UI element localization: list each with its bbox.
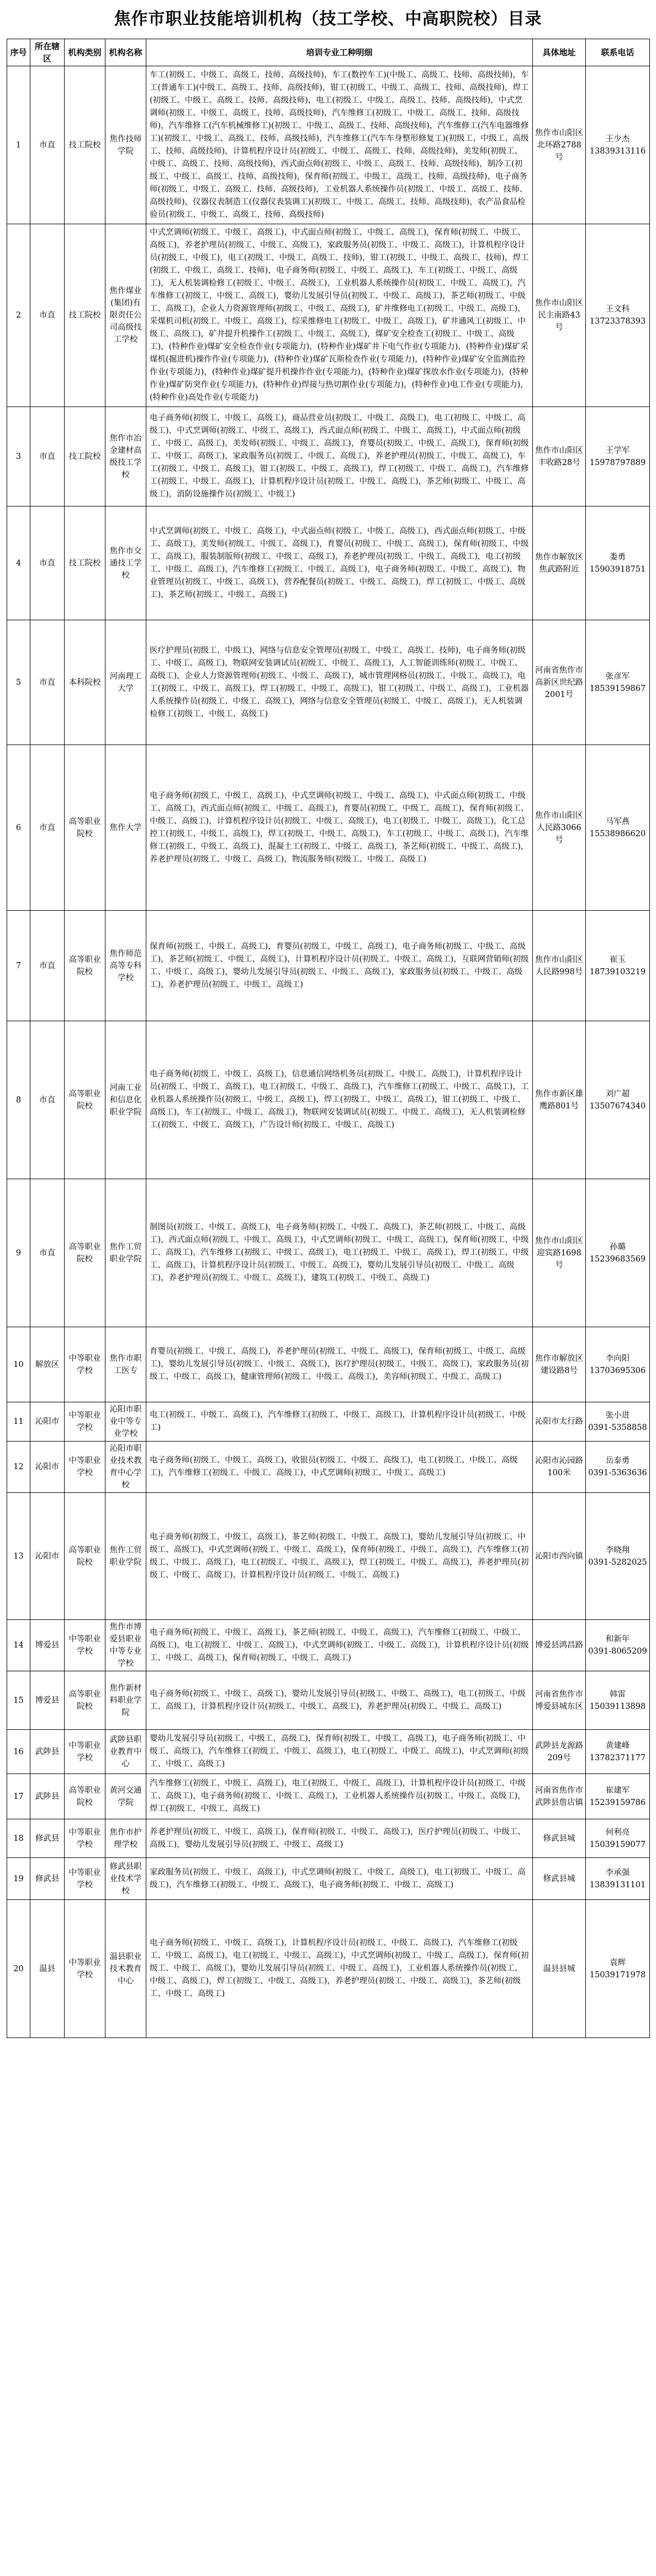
- table-row: [7, 1402, 650, 1442]
- cell-no: 8: [7, 1021, 30, 1179]
- cell-no: 18: [7, 1819, 30, 1858]
- cell-name: 焦作师范高等专科学校: [105, 911, 146, 1021]
- cell-name: 焦作市护理学校: [105, 1819, 146, 1858]
- institution-table: [7, 39, 650, 2038]
- cell-contact: 岳泰勇 0391-5363636: [586, 1442, 650, 1493]
- cell-no: 12: [7, 1442, 30, 1493]
- cell-address: 焦作市山阳区民主南路43号: [533, 224, 586, 407]
- cell-address: 焦作市解放区焦武路附近: [533, 506, 586, 620]
- cell-type: 技工院校: [65, 66, 105, 224]
- cell-no: 7: [7, 911, 30, 1021]
- table-row: [7, 1774, 650, 1819]
- cell-name: 焦作市职工医专: [105, 1327, 146, 1402]
- cell-type: 高等职业院校: [65, 1493, 105, 1620]
- cell-area: 修武县: [30, 1858, 65, 1900]
- cell-detail: 制图员(初级工、中级工、高级工)，电子商务师(初级工、中级工、高级工)，茶艺师(初级工、中级工、高级工)，西式面点师(初级工、中级工、高级工)，中式烹调师(初级工、中级工、高级工)，保育师(初级工、中级工、高级工)，汽车维修工(初级工、中级工、高级工)，电工(初级工、中级工、高级工)，焊工(初级工、中级工、高级工)，计算机程序设计员(初级工、中级工、高级工)，婴幼儿发展引导员(初级工、中级工、高级工)，养老护理员(初级工、中级工、高级工)，建筑工(初级工、中级工、高级工): [146, 1179, 533, 1327]
- cell-name: 武陟县职业教育中心: [105, 1730, 146, 1774]
- cell-detail: 育婴员(初级工、中级工、高级工)，养老护理员(初级工、中级工、高级工)，保育师(初级工、中级工、高级工)，婴幼儿发展引导员(初级工、中级工、高级工)，医疗护理员(初级工、中级工、高级工)，家政服务员(初级工、中级工、高级工)，健康管理师(初级工、中级工、高级工)，美容师(初级工、中级工、高级工): [146, 1327, 533, 1402]
- cell-detail: 养老护理员(初级工、中级工、高级工)，保育师(初级工、中级工、高级工)，医疗护理员(初级工、中级工、高级工)，婴幼儿发展引导员(初级工、中级工、高级工): [146, 1819, 533, 1858]
- header-address: 具体地址: [533, 39, 586, 66]
- cell-area: 武陟县: [30, 1774, 65, 1819]
- cell-area: 市直: [30, 224, 65, 407]
- cell-name: 沁阳市职业中等专业学校: [105, 1402, 146, 1442]
- cell-type: 高等职业院校: [65, 911, 105, 1021]
- cell-area: 市直: [30, 506, 65, 620]
- table-row: [7, 506, 650, 620]
- cell-contact: 袁辉 15039171978: [586, 1900, 650, 2038]
- cell-address: 焦作市解放区建设路8号: [533, 1327, 586, 1402]
- cell-contact: 韩雷 15039113898: [586, 1671, 650, 1730]
- cell-area: 博爱县: [30, 1671, 65, 1730]
- cell-type: 高等职业院校: [65, 1671, 105, 1730]
- cell-contact: 何利亮 15039159077: [586, 1819, 650, 1858]
- cell-detail: 电工(初级工、中级工、高级工)，汽车维修工(初级工、中级工、高级工)，计算机程序设计员(初级工、中级工): [146, 1402, 533, 1442]
- cell-contact: 王少杰 13839313116: [586, 66, 650, 224]
- cell-name: 焦作市交通技工学校: [105, 506, 146, 620]
- header-detail: 培训专业工种明细: [146, 39, 533, 66]
- cell-address: 河南省焦作市高新区世纪路2001号: [533, 620, 586, 745]
- cell-area: 博爱县: [30, 1620, 65, 1671]
- cell-type: 高等职业院校: [65, 1774, 105, 1819]
- cell-contact: 娄勇 15903918751: [586, 506, 650, 620]
- cell-no: 1: [7, 66, 30, 224]
- cell-area: 解放区: [30, 1327, 65, 1402]
- table-row: [7, 1671, 650, 1730]
- table-row: [7, 224, 650, 407]
- cell-name: 焦作市博爱县职业中等专业学校: [105, 1620, 146, 1671]
- table-header: [7, 39, 650, 66]
- cell-address: 焦作市山阳区人民路3066号: [533, 745, 586, 911]
- cell-area: 沁阳市: [30, 1442, 65, 1493]
- cell-type: 技工院校: [65, 506, 105, 620]
- table-row: [7, 745, 650, 911]
- cell-type: 技工院校: [65, 224, 105, 407]
- cell-no: 6: [7, 745, 30, 911]
- cell-contact: 崔建军 15239159786: [586, 1774, 650, 1819]
- table-row: [7, 1620, 650, 1671]
- table-row: [7, 1021, 650, 1179]
- cell-contact: 张小进 0391-5358858: [586, 1402, 650, 1442]
- cell-area: 武陟县: [30, 1730, 65, 1774]
- cell-contact: 黄建峰 13782371177: [586, 1730, 650, 1774]
- cell-contact: 王文科 13723378393: [586, 224, 650, 407]
- header-area: 所在辖区: [30, 39, 65, 66]
- cell-no: 16: [7, 1730, 30, 1774]
- cell-detail: 中式烹调师(初级工、中级工、高级工)，中式面点师(初级工、中级工、高级工)，保育师(初级工、中级工、高级工)，养老护理员(初级工、中级工、高级工)，家政服务员(初级工、中级工、高级工)，计算机程序设计员(初级工、中级工)，电工(初级工、中级工、高级工、技师)，钳工(初级工、中级工、高级工、技师)，焊工(初级工、中级工、高级工、技师)，电子商务师(初级工、中级工、高级工)，车工(初级工、中级工、高级工)，无人机装调检修工(初级工、中级工、高级工)，工业机器人系统操作员(初级工、中级工、高级工)，汽车维修工(初级工、中级工、高级工)，婴幼儿发展引导员(初级工、中级工、高级工)，茶艺师(初级工、中级工、高级工)，企业人力资源管理师(初级工、中级工、高级工)，矿井维修电工(初级工、中级工、高级工)，采煤机司机(初级工、中级工、高级工)，综采维修电工(初级工、中级工、高级工)，矿井通风工(初级工、中级工、高级工)，矿井提升机操作工(初级工、中级工、高级工)，煤矿安全检查工(初级工、中级工、高级工)，(特种作业)煤矿安全检查作业(专项能力)，(特种作业)煤矿井下电气作业(专项能力)，(特种作业)煤矿采煤机(掘进机)操作作业(专项能力)，(特种作业)煤矿瓦斯检查作业(专项能力)，(特种作业)煤矿安全监测监控作业(专项能力)，(特种作业)煤矿提升机操作作业(专项能力)，(特种作业)煤矿探放水作业(专项能力)，(特种作业)煤矿防突作业(专项能力)，(特种作业)焊接与热切割作业(专项能力)，(特种作业)电工作业(专项能力)，(特种作业)高处作业(专项能力): [146, 224, 533, 407]
- cell-detail: 婴幼儿发展引导员(初级工、中级工、高级工)，保育师(初级工、中级工、高级工)，电子商务师(初级工、中级工、高级工)，汽车维修工(初级工、中级工、高级工)，电工(初级工、中级工、高级工)，中式烹调师(初级工、中级工、高级工): [146, 1730, 533, 1774]
- cell-type: 中等职业学校: [65, 1402, 105, 1442]
- cell-address: 焦作市山阳区迎宾路1698号: [533, 1179, 586, 1327]
- cell-name: 焦作技师学院: [105, 66, 146, 224]
- table-row: [7, 1179, 650, 1327]
- cell-no: 15: [7, 1671, 30, 1730]
- table-row: [7, 407, 650, 506]
- cell-area: 市直: [30, 66, 65, 224]
- cell-detail: 电子商务师(初级工、中级工、高级工)，茶艺师(初级工、中级工、高级工)，汽车维修工(初级工、中级工、高级工)，电工(初级工、中级工、高级工)，中式烹调师(初级工、中级工、高级工)，计算机程序设计员(初级工、中级工、高级工)，保育师(初级工、中级工、高级工): [146, 1620, 533, 1671]
- cell-type: 中等职业学校: [65, 1730, 105, 1774]
- cell-no: 13: [7, 1493, 30, 1620]
- cell-no: 5: [7, 620, 30, 745]
- table-body: [7, 66, 650, 2038]
- cell-detail: 电子商务师(初级工、中级工、高级工)，计算机程序设计员(初级工、中级工、高级工)，汽车维修工(初级工、中级工、高级工)，电工(初级工、中级工、高级工)，中式烹调师(初级工、中级工、高级工)，保育师(初级工、中级工、高级工)，婴幼儿发展引导员(初级工、中级工、高级工)，工业机器人系统操作员(初级工、中级工、高级工)，焊工(初级工、中级工、高级工)，养老护理员(初级工、中级工、高级工)，茶艺师(初级工、中级工、高级工): [146, 1900, 533, 2038]
- cell-address: 沁阳市太行路: [533, 1402, 586, 1442]
- cell-type: 中等职业学校: [65, 1858, 105, 1900]
- cell-contact: 崔玉 18739103219: [586, 911, 650, 1021]
- table-row: [7, 1900, 650, 2038]
- cell-address: 焦作市山阳区丰收路28号: [533, 407, 586, 506]
- cell-detail: 电子商务师(初级工、中级工、高级工)，收银员(初级工、中级工、高级工)，电工(初级工、中级工、高级工)，汽车维修工(初级工、中级工、高级工)，中式烹调师(初级工、中级工、高级工): [146, 1442, 533, 1493]
- cell-detail: 家政服务员(初级工、中级工、高级工)，中式烹调师(初级工、中级工、高级工)，电工(初级工、中级工、高级工)，汽车维修工(初级工、中级工、高级工)，电子商务师(初级工、中级工、高级工): [146, 1858, 533, 1900]
- cell-no: 14: [7, 1620, 30, 1671]
- cell-contact: 和新年 0391-8065209: [586, 1620, 650, 1671]
- cell-no: 10: [7, 1327, 30, 1402]
- cell-no: 11: [7, 1402, 30, 1442]
- cell-address: 焦作市山阳区人民路998号: [533, 911, 586, 1021]
- header-no: 序号: [7, 39, 30, 66]
- cell-detail: 医疗护理员(初级工、中级工)，网络与信息安全管理员(初级工、中级工、高级工、技师)，电子商务师(初级工、中级工、高级工)，物联网安装调试员(初级工、中级工、高级工)，人工智能训练师(初级工、中级工、高级工)，企业人力资源管理师(初级工、中级工、高级工)，城市管理网格员(初级工、中级工、高级工)，电工(初级工、中级工、高级工)，焊工(初级工、中级工、高级工)，钳工(初级工、中级工、高级工)，工业机器人系统操作员(初级工、中级工、高级工)，网络与信息安全管理员(初级工、中级工、高级工)，无人机装调检修工(初级工、中级工、高级工): [146, 620, 533, 745]
- cell-detail: 电子商务师(初级工、中级工、高级工)，中式烹调师(初级工、中级工、高级工)，中式面点师(初级工、中级工、高级工)，西式面点师(初级工、中级工、高级工)，育婴员(初级工、中级工、高级工)，保育师(初级工、中级工、高级工)，计算机程序设计员(初级工、中级工、高级工)，电工(初级工、中级工、高级工)，化工总控工(初级工、中级工、高级工)，焊工(初级工、中级工、高级工)，车工(初级工、中级工、高级工)，汽车维修工(初级工、中级工、高级工)，混凝土工(初级工、中级工、高级工)，茶艺师(初级工、中级工、高级工)，养老护理员(初级工、中级工、高级工)，物流服务师(初级工、中级工、高级工): [146, 745, 533, 911]
- cell-area: 温县: [30, 1900, 65, 2038]
- cell-detail: 电子商务师(初级工、中级工、高级工)，信息通信网络机务员(初级工、中级工、高级工)，计算机程序设计员(初级工、中级工、高级工)，电工(初级工、中级工、高级工)，汽车维修工(初级工、中级工、高级工)，工业机器人系统操作员(初级工、中级工、高级工)，焊工(初级工、中级工、高级工)，钳工(初级工、中级工、高级工)，车工(初级工、中级工、高级工)，物联网安装调试员(初级工、中级工、高级工)，无人机装调检修工(初级工、中级工、高级工)，广告设计师(初级工、中级工、高级工): [146, 1021, 533, 1179]
- header-type: 机构类别: [65, 39, 105, 66]
- cell-address: 焦作市新区雄鹰路801号: [533, 1021, 586, 1179]
- cell-area: 市直: [30, 1179, 65, 1327]
- cell-address: 博爱县鸿昌路: [533, 1620, 586, 1671]
- cell-name: 焦作工贸职业学院: [105, 1179, 146, 1327]
- cell-address: 河南省焦作市博爱县城东区: [533, 1671, 586, 1730]
- cell-area: 市直: [30, 1021, 65, 1179]
- cell-address: 修武县城: [533, 1819, 586, 1858]
- cell-detail: 保育师(初级工、中级工、高级工)，育婴员(初级工、中级工、高级工)，电子商务师(初级工、中级工、高级工)，茶艺师(初级工、中级工、高级工)，计算机程序设计员(初级工、中级工、高级工)，互联网营销师(初级工、中级工、高级工)，婴幼儿发展引导员(初级工、中级工、高级工)，家政服务员(初级工、中级工、高级工)，养老护理员(初级工、中级工、高级工): [146, 911, 533, 1021]
- cell-name: 焦作市冶金建材高级技工学校: [105, 407, 146, 506]
- cell-name: 焦作工贸职业学院: [105, 1493, 146, 1620]
- cell-name: 焦作煤业(集团)有限责任公司高级技工学校: [105, 224, 146, 407]
- cell-no: 9: [7, 1179, 30, 1327]
- cell-address: 温县县城: [533, 1900, 586, 2038]
- cell-type: 中等职业学校: [65, 1819, 105, 1858]
- cell-address: 河南省焦作市武陟县詹店镇: [533, 1774, 586, 1819]
- cell-address: 武陟县龙源路209号: [533, 1730, 586, 1774]
- header-row: [7, 39, 650, 66]
- cell-name: 河南理工大学: [105, 620, 146, 745]
- header-contact: 联系电话: [586, 39, 650, 66]
- cell-detail: 中式烹调师(初级工、中级工、高级工)，中式面点师(初级工、中级工、高级工)，西式面点师(初级工、中级工、高级工)，美发师(初级工、中级工、高级工)，育婴员(初级工、中级工、高级工)，保育师(初级工、中级工、高级工)，服装制版师(初级工、中级工、高级工)，养老护理员(初级工、中级工、高级工)，电工(初级工、中级工、高级工)，汽车维修工(初级工、中级工、高级工)，电子商务师(初级工、中级工、高级工)，物业管理员(初级工、中级工、高级工)，营养配餐员(初级工、中级工、高级工)，焊工(初级工、中级工、高级工)，茶艺师(初级工、中级工、高级工): [146, 506, 533, 620]
- table-row: [7, 911, 650, 1021]
- cell-name: 黄河交通学院: [105, 1774, 146, 1819]
- document-page: [7, 0, 649, 2038]
- table-row: [7, 620, 650, 745]
- cell-name: 河南工业和信息化职业学院: [105, 1021, 146, 1179]
- cell-no: 2: [7, 224, 30, 407]
- cell-no: 20: [7, 1900, 30, 2038]
- cell-no: 3: [7, 407, 30, 506]
- cell-contact: 王学军 15978797889: [586, 407, 650, 506]
- cell-no: 17: [7, 1774, 30, 1819]
- cell-area: 沁阳市: [30, 1402, 65, 1442]
- cell-name: 沁阳市职业技术教育中心学校: [105, 1442, 146, 1493]
- cell-area: 沁阳市: [30, 1493, 65, 1620]
- cell-type: 中等职业学校: [65, 1327, 105, 1402]
- cell-address: 修武县城: [533, 1858, 586, 1900]
- cell-contact: 李向阳 13703695306: [586, 1327, 650, 1402]
- cell-type: 高等职业院校: [65, 745, 105, 911]
- cell-no: 19: [7, 1858, 30, 1900]
- header-name: 机构名称: [105, 39, 146, 66]
- cell-detail: 电子商务师(初级工、中级工、高级工)，茶艺师(初级工、中级工、高级工)，婴幼儿发展引导员(初级工、中级工、高级工)，中式烹调师(初级工、中级工、高级工)，保育师(初级工、中级工、高级工)，汽车维修工(初级工、中级工、高级工)，电工(初级工、中级工、高级工)，焊工(初级工、中级工、高级工)，养老护理员(初级工、中级工、高级工)，计算机程序设计员(初级工、中级工、高级工): [146, 1493, 533, 1620]
- cell-type: 高等职业院校: [65, 1021, 105, 1179]
- cell-contact: 李承强 13839131101: [586, 1858, 650, 1900]
- table-row: [7, 1493, 650, 1620]
- cell-name: 修武县职业技术学校: [105, 1858, 146, 1900]
- cell-contact: 张彦军 18539159867: [586, 620, 650, 745]
- cell-detail: 汽车维修工(初级工、中级工、高级工)，电工(初级工、中级工、高级工)，计算机程序设计员(初级工、中级工、高级工)，电子商务师(初级工、中级工、高级工)，工业机器人系统操作员(初级工、中级工、高级工)，焊工(初级工、中级工、高级工): [146, 1774, 533, 1819]
- cell-contact: 刘广超 13507674340: [586, 1021, 650, 1179]
- cell-type: 高等职业院校: [65, 1179, 105, 1327]
- cell-area: 市直: [30, 620, 65, 745]
- cell-type: 技工院校: [65, 407, 105, 506]
- cell-contact: 马军燕 15538986620: [586, 745, 650, 911]
- cell-area: 市直: [30, 745, 65, 911]
- page-title: 焦作市职业技能培训机构（技工学校、中高职院校）目录: [114, 9, 542, 29]
- cell-contact: 孙璐 15239683569: [586, 1179, 650, 1327]
- cell-area: 市直: [30, 407, 65, 506]
- cell-contact: 李晓翔 0391-5282025: [586, 1493, 650, 1620]
- cell-address: 沁阳市西向镇: [533, 1493, 586, 1620]
- cell-address: 焦作市山阳区北环路2788号: [533, 66, 586, 224]
- table-row: [7, 1730, 650, 1774]
- cell-area: 修武县: [30, 1819, 65, 1858]
- cell-name: 温县职业技术教育中心: [105, 1900, 146, 2038]
- cell-name: 焦作大学: [105, 745, 146, 911]
- cell-type: 本科院校: [65, 620, 105, 745]
- cell-detail: 电子商务师(初级工、中级工、高级工)，婴幼儿发展引导员(初级工、中级工、高级工)，电工(初级工、中级工、高级工)，计算机程序设计员(初级工、中级工、高级工)，养老护理员(初级工、中级工、高级工): [146, 1671, 533, 1730]
- cell-type: 中等职业学校: [65, 1900, 105, 2038]
- table-row: [7, 1858, 650, 1900]
- table-row: [7, 1819, 650, 1858]
- table-row: [7, 66, 650, 224]
- table-row: [7, 1327, 650, 1402]
- cell-type: 中等职业学校: [65, 1620, 105, 1671]
- cell-detail: 车工(初级工、中级工、高级工、技师、高级技师)，车工(数控车工)(中级工、高级工、技师、高级技师)，车工(普通车工)(中级工、高级工、技师、高级技师)，钳工(初级工、中级工、高级工、技师、高级技师)，焊工(初级工、中级工、高级工、技师、高级技师)，电工(初级工、中级工、高级工、技师、高级技师)，中式烹调师(初级工、中级工、高级工、技师、高级技师)，汽车维修工(初级工、中级工、高级工、技师、高级技师)，汽车维修工(汽车机械维修工)(初级工、中级工、高级工、技师、高级技师)，汽车维修工(汽车电器维修工)(初级工、中级工、高级工、技师、高级技师)，汽车维修工(汽车车身整形修复工)(初级工、中级工、高级工、技师、高级技师)，计算机程序设计员(初级工、中级工、高级工、技师、高级技师)，美发师(初级工、中级工、高级工、技师、高级技师)，西式面点师(初级工、中级工、高级工、技师、高级技师)，制冷工(初级工、中级工、高级工、技师、高级技师)，保育师(初级工、中级工、高级工、技师、高级技师)，电子商务师(初级工、中级工、高级工、技师、高级技师)，工业机器人系统操作员(初级工、中级工、高级工、技师、高级技师)，仪器仪表制造工(仪器仪表装调工)(初级工、中级工、高级工、技师、高级技师)，农产品食品检验员(初级工、中级工、高级工、技师、高级技师): [146, 66, 533, 224]
- cell-name: 焦作新材料职业学院: [105, 1671, 146, 1730]
- cell-no: 4: [7, 506, 30, 620]
- cell-area: 市直: [30, 911, 65, 1021]
- table-row: [7, 1442, 650, 1493]
- cell-type: 中等职业学校: [65, 1442, 105, 1493]
- cell-address: 沁阳市沁园路100米: [533, 1442, 586, 1493]
- cell-detail: 电子商务师(初级工、中级工、高级工)，商品营业员(初级工、中级工、高级工)，电工(初级工、中级工、高级工)，中式烹调师(初级工、中级工、高级工)，西式面点师(初级工、中级工、高级工)，中式面点师(初级工、中级工、高级工)，美发师(初级工、中级工、高级工)，育婴员(初级工、中级工、高级工)，保育师(初级工、中级工、高级工)，家政服务员(初级工、中级工、高级工)，养老护理员(初级工、中级工、高级工)，车工(初级工、中级工、高级工)，钳工(初级工、中级工、高级工)，焊工(初级工、中级工、高级工)，汽车维修工(初级工、中级工、高级工)，计算机程序设计员(初级工、中级工、高级工)，茶艺师(初级工、中级工、高级工)，消防设施操作员(初级工、中级工): [146, 407, 533, 506]
